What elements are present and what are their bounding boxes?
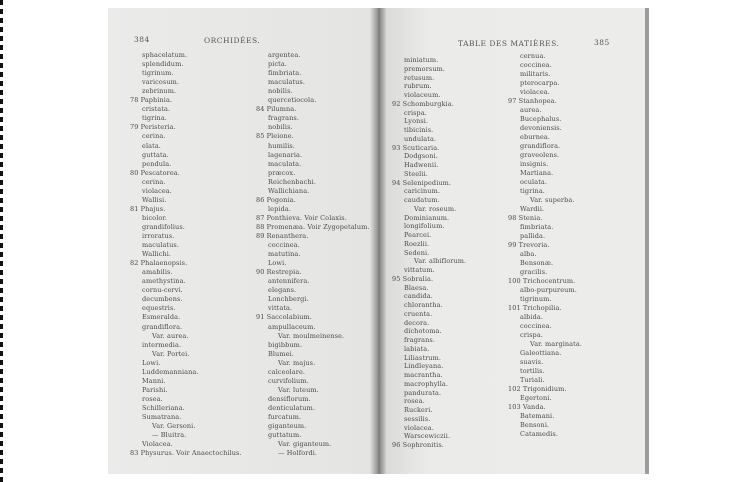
scan-border (0, 0, 3, 482)
index-entry: tigrina. (142, 114, 167, 123)
index-entry: 82 Phalaenopsis. (130, 259, 188, 268)
index-entry: alba. (520, 250, 537, 258)
index-entry: aurea. (520, 106, 542, 114)
index-entry: rosea. (142, 394, 163, 403)
index-entry: albida. (520, 313, 543, 321)
index-entry: intermedia. (142, 340, 182, 349)
index-entry: Luddemanniana. (142, 367, 199, 376)
left-running-title: ORCHIDÉES. (204, 36, 261, 45)
index-entry: 102 Trigonidium. (508, 385, 567, 393)
index-entry: — Bluitra. (152, 431, 187, 440)
index-entry: Martiana. (520, 169, 554, 177)
index-entry: grandiflora. (520, 142, 561, 150)
index-entry: labiata. (404, 344, 430, 353)
index-entry: pendula. (142, 159, 172, 168)
index-entry: Var. giganteum. (278, 440, 332, 449)
index-entry: Bensoni. (520, 421, 550, 429)
index-entry: Turiali. (520, 376, 545, 384)
right-running-title: TABLE DES MATIÈRES. (458, 39, 560, 48)
index-entry: Schilleriana. (142, 403, 185, 412)
index-entry: Lindleyana. (404, 362, 444, 371)
index-entry: Var. aurea. (152, 331, 189, 340)
page-edge (645, 8, 649, 474)
index-entry: grandifolius. (142, 222, 185, 231)
index-entry: 98 Stenia. (508, 214, 543, 222)
index-entry: 97 Stanhopea. (508, 97, 557, 105)
index-entry: tigrinum. (520, 295, 552, 303)
index-entry: elata. (142, 141, 161, 150)
index-entry: 101 Trichopilia. (508, 304, 562, 312)
index-entry: violacea. (142, 186, 172, 195)
index-entry: maculatus. (142, 241, 180, 250)
index-entry: Var. majus. (278, 358, 316, 367)
index-entry: Var. marginata. (530, 340, 582, 348)
index-entry: Hadwenii. (404, 161, 439, 169)
index-entry: Blaesa. (404, 283, 429, 292)
index-entry: Wallichiana. (268, 186, 310, 195)
index-entry: picta. (268, 60, 288, 69)
index-entry: coccinea. (520, 322, 552, 330)
index-entry: cruenta. (404, 309, 433, 318)
index-entry: 91 Saccolabium. (256, 313, 312, 322)
index-entry: 103 Vanda. (508, 403, 546, 411)
index-entry: decumbens. (142, 295, 183, 304)
index-entry: Sedeni. (404, 248, 430, 257)
index-entry: 83 Physurus. Voir Anaectochilus. (130, 449, 242, 458)
index-entry: cernua. (520, 52, 546, 60)
index-entry: nobilis. (268, 123, 293, 132)
index-entry: graveolens. (520, 151, 560, 159)
index-entry: ampullaceum. (268, 322, 316, 331)
index-entry: bicolor. (142, 213, 168, 222)
index-entry: furcatum. (268, 413, 302, 421)
index-entry: amabilis. (142, 268, 173, 277)
index-entry: splendidum. (142, 60, 184, 69)
index-entry: tortilis. (520, 367, 545, 375)
index-entry: Lowi. (142, 358, 161, 367)
index-entry: macrantha. (404, 371, 443, 379)
index-entry: Pearcei. (404, 231, 432, 239)
index-entry: dichotoma. (404, 327, 442, 336)
index-entry: argentea. (268, 51, 301, 59)
index-entry: 78 Paphinia. (130, 96, 173, 105)
index-entry: 99 Trevoria. (508, 241, 550, 249)
index-entry: 96 Sophronitis. (392, 441, 444, 449)
index-entry: cerina. (142, 132, 166, 141)
index-entry: 87 Ponthieva. Voir Colaxis. (256, 213, 347, 222)
index-entry: 86 Pogonia. (256, 195, 296, 204)
index-entry: guttata. (142, 150, 169, 159)
index-entry: candida. (404, 292, 433, 301)
index-entry: eburnea. (520, 133, 551, 141)
index-entry: Liliastrum. (404, 353, 441, 362)
index-entry: 79 Peristeria. (130, 123, 176, 132)
index-entry: coccinea. (520, 61, 552, 69)
index-entry: 84 Pilumna. (256, 105, 297, 114)
index-entry: Var. Gersoni. (152, 422, 196, 431)
index-entry: Violacea. (142, 440, 173, 449)
index-entry: 95 Sobralia. (392, 274, 434, 283)
index-entry: Esmeralda. (142, 313, 181, 322)
index-entry: quercetiocola. (268, 96, 317, 105)
index-entry: Var. roseum. (414, 204, 457, 213)
index-entry: varicosum. (142, 78, 180, 87)
index-entry: fimbriata. (268, 69, 302, 78)
index-entry: matutina. (268, 250, 301, 259)
index-entry: albo-purpureum. (520, 286, 577, 294)
index-entry: guttatum. (268, 431, 302, 440)
index-entry: tigrina. (520, 187, 545, 195)
index-entry: giganteum. (268, 422, 307, 431)
index-entry: Ruckeri. (404, 406, 433, 414)
index-entry: Steelii. (404, 169, 428, 178)
index-entry: caudatum. (404, 196, 440, 204)
index-entry: 92 Schomburgkia. (392, 99, 454, 108)
index-entry: coccinea. (268, 241, 300, 250)
index-entry: 100 Trichocentrum. (508, 277, 576, 285)
index-entry: Lonchbergi. (268, 295, 309, 304)
index-entry: Roezlii. (404, 239, 430, 248)
index-entry: pallida. (520, 232, 546, 240)
index-entry: maculatus. (268, 78, 306, 87)
index-entry: densiflorum. (268, 394, 311, 403)
index-entry: devoniensis. (520, 124, 562, 132)
index-entry: Wallisi. (142, 195, 167, 204)
index-entry: irroratus. (142, 232, 175, 240)
index-entry: Bensonæ. (520, 259, 554, 267)
index-entry: cerina. (142, 177, 166, 186)
index-entry: undulata. (404, 134, 437, 143)
index-entry: antennifera. (268, 277, 310, 286)
index-entry: violacea. (404, 423, 434, 432)
index-entry: tibicinis. (404, 126, 434, 134)
index-entry: Sumatrana. (142, 413, 182, 421)
index-entry: oculata. (520, 178, 548, 186)
index-entry: Var. Portei. (152, 349, 190, 358)
index-entry: Bucephalus. (520, 115, 562, 123)
index-entry: insignis. (520, 160, 549, 168)
index-entry: Manni. (142, 376, 166, 385)
index-entry: miniatum. (404, 56, 439, 64)
index-entry: 89 Renanthera. (256, 232, 309, 240)
index-entry: sessilis. (404, 414, 431, 423)
index-entry: Dodgsoni. (404, 152, 438, 161)
index-entry: bigibbum. (268, 340, 303, 349)
index-entry: 90 Restrepia. (256, 268, 302, 277)
index-entry: Wallichi. (142, 250, 172, 259)
index-entry: Var. luteum. (278, 385, 319, 394)
index-entry: vittata. (268, 304, 293, 313)
index-entry: tigrinum. (142, 69, 174, 78)
index-entry: chlorantha. (404, 301, 443, 309)
index-entry: maculata. (268, 159, 302, 168)
index-entry: denticulatum. (268, 403, 315, 412)
index-entry: decora. (404, 318, 430, 327)
index-entry: 85 Pleione. (256, 132, 294, 141)
left-page-number: 384 (134, 35, 150, 44)
index-entry: premorsum. (404, 64, 446, 73)
index-entry: curvifolium. (268, 376, 309, 385)
index-entry: crispa. (520, 331, 543, 339)
index-entry: lepida. (268, 204, 291, 213)
index-entry: Catamedis. (520, 430, 558, 438)
index-entry: zebrinum. (142, 87, 177, 96)
index-entry: cristata. (142, 105, 171, 114)
index-entry: elegans. (268, 286, 297, 295)
index-entry: Batemani. (520, 412, 555, 420)
index-entry: suavis. (520, 358, 544, 366)
index-entry: 88 Promenæa. Voir Zygopetalum. (256, 222, 370, 231)
index-entry: fragrans. (404, 336, 436, 344)
index-entry: equestris. (142, 304, 176, 313)
index-entry: — Holfordi. (278, 449, 318, 458)
index-entry: Lyonsi. (404, 117, 429, 126)
index-entry: amethystina. (142, 277, 186, 286)
index-entry: Blumei. (268, 349, 294, 358)
index-entry: Var. moulmeinense. (278, 331, 345, 340)
index-entry: Dominianum. (404, 213, 450, 222)
index-entry: præcox. (268, 168, 296, 177)
index-entry: caricinum. (404, 187, 441, 196)
index-entry: Var. superba. (530, 196, 575, 204)
index-entry: 80 Pescatorea. (130, 168, 180, 177)
index-entry: sphacelatum. (142, 51, 188, 59)
index-entry: longifolium. (404, 222, 445, 231)
index-entry: Reichenbachi. (268, 177, 316, 186)
index-entry: 93 Scuticaria. (392, 143, 440, 152)
index-entry: Galeottiana. (520, 349, 562, 357)
index-entry: nobilis. (268, 87, 293, 96)
index-entry: Egertoni. (520, 394, 552, 402)
index-entry: grandiflora. (142, 322, 183, 331)
index-entry: Warscewiczii. (404, 432, 451, 441)
index-entry: crispa. (404, 108, 427, 117)
index-entry: gracilis. (520, 268, 548, 276)
right-page-number: 385 (594, 38, 610, 47)
index-entry: militaris. (520, 70, 551, 78)
index-entry: retusum. (404, 73, 435, 82)
index-entry: pterocarpa. (520, 79, 560, 87)
open-book-scan (108, 8, 649, 474)
index-entry: vittatum. (404, 266, 435, 274)
index-entry: cornu-cervi. (142, 286, 183, 295)
index-entry: macrophylla. (404, 379, 449, 388)
index-entry: violaceum. (404, 91, 441, 99)
index-entry: lagenaria. (268, 150, 303, 159)
index-entry: Lowi. (268, 259, 287, 268)
index-entry: rubrum. (404, 82, 432, 91)
index-entry: fragrans. (268, 114, 300, 123)
index-entry: 81 Phajus. (130, 204, 166, 213)
index-entry: Parishi. (142, 385, 168, 394)
index-entry: Wardii. (520, 205, 545, 213)
index-entry: humilis. (268, 141, 295, 150)
book-gutter (370, 8, 386, 474)
index-entry: violacea. (520, 88, 550, 96)
index-entry: fimbriata. (520, 223, 554, 231)
index-entry: pandurata. (404, 388, 442, 397)
index-entry: 94 Selenipedium. (392, 178, 452, 187)
index-entry: Var. albiflorum. (414, 257, 467, 266)
index-entry: rosea. (404, 397, 425, 406)
index-entry: calceolare. (268, 367, 306, 376)
